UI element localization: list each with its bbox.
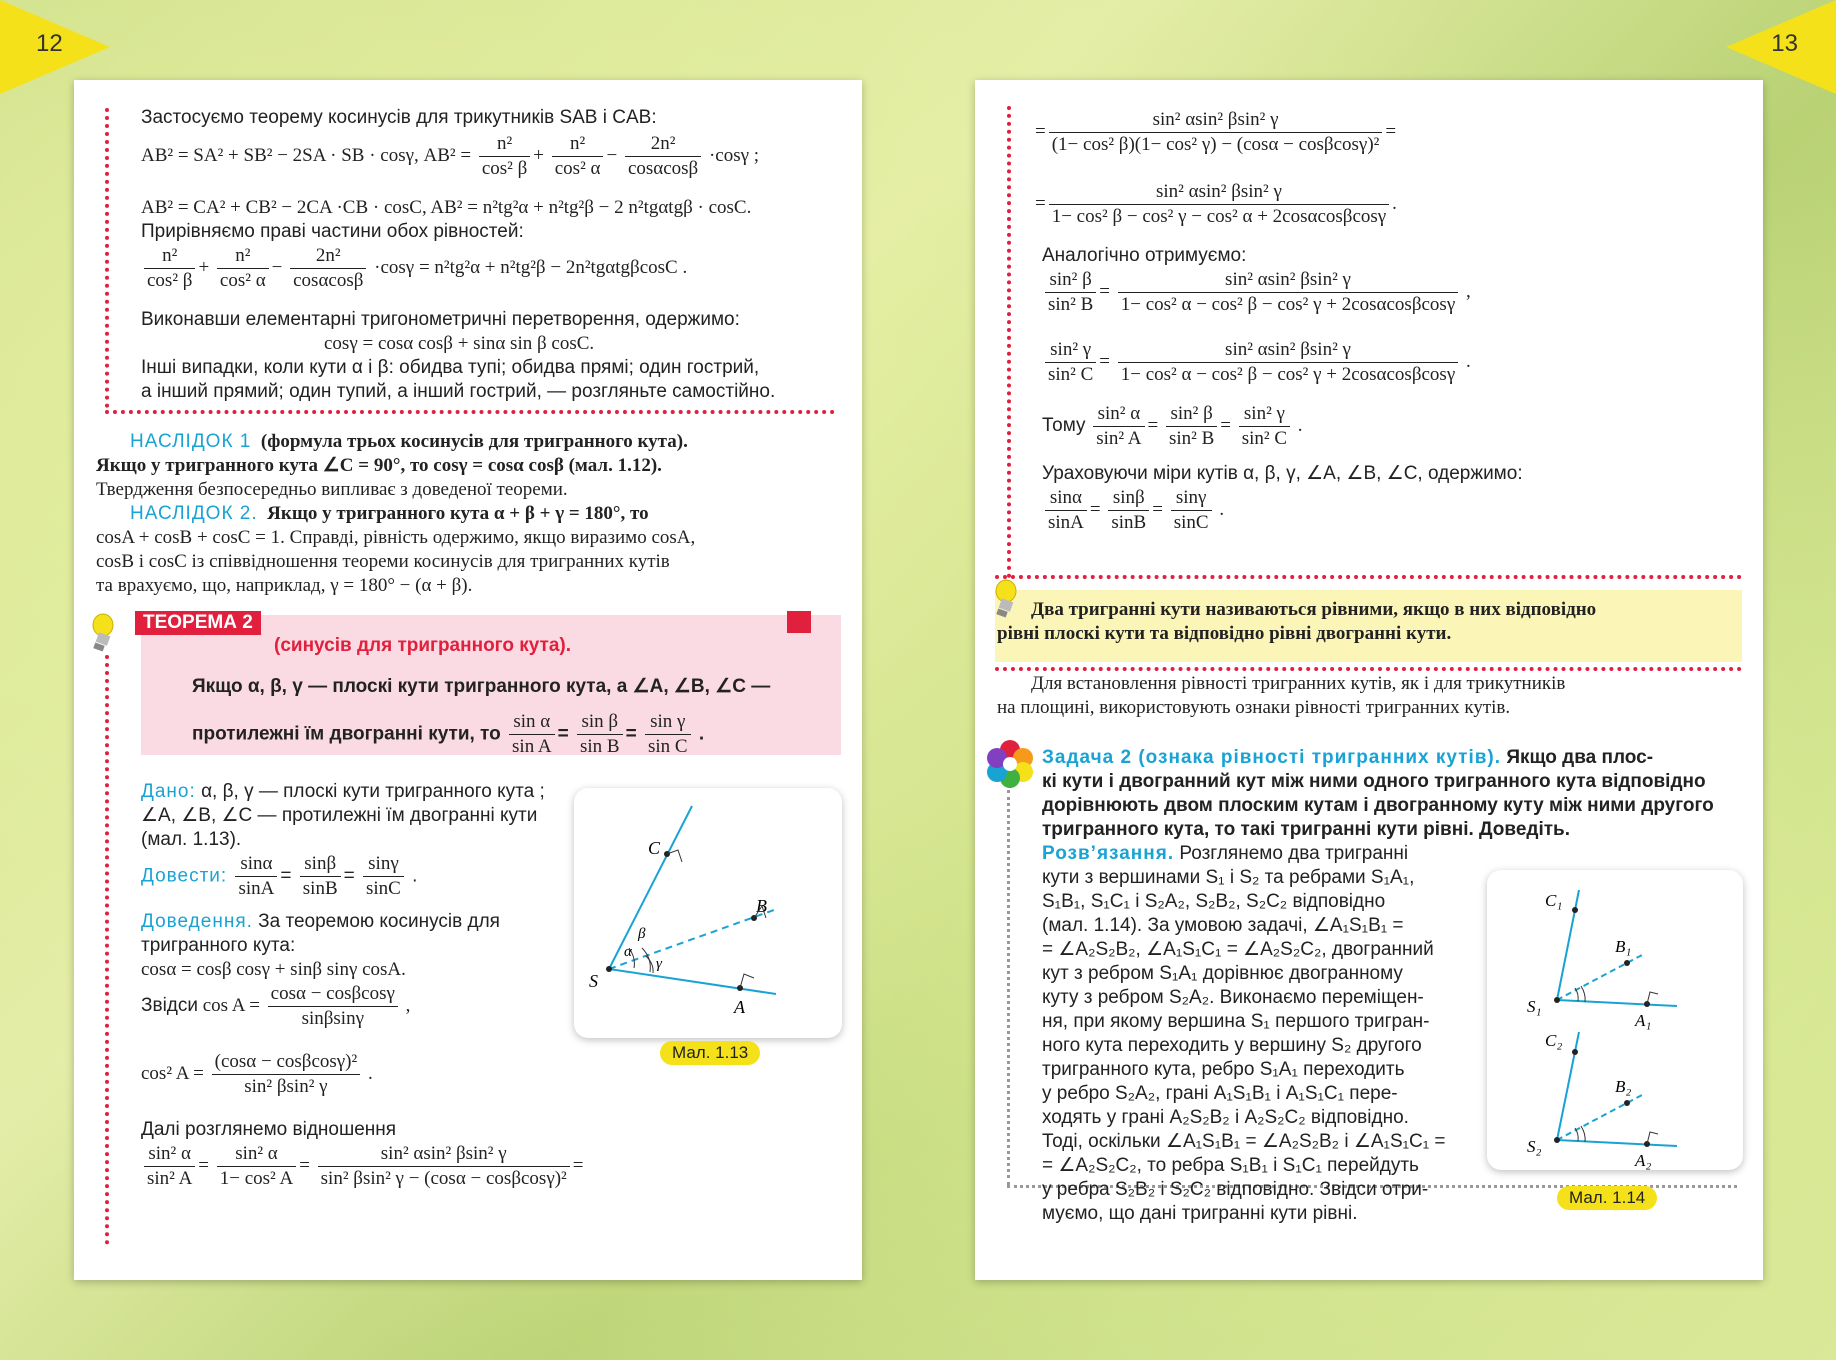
fraction <box>217 244 269 293</box>
solution-text: Розглянемо два тригранні <box>1179 843 1409 864</box>
task-label: Задача 2 (ознака рівності тригранних кутів). <box>1042 747 1502 768</box>
denominator: sinC <box>366 878 401 899</box>
numerator: cosα − cosβcosγ <box>268 982 398 1007</box>
corollary-2-line: cosA + cosB + cosC = 1. Справді, рівність одержимо, якщо виразимо cosA, <box>96 527 696 548</box>
fraction <box>1045 486 1087 535</box>
equation-r1: = $\frac{\text{sin² αsin² βsin² γ}}{\text{(1− cos² β)(1− cos² γ) − (cosα − cosβcosγ)²}}$ = <box>1035 109 1397 155</box>
angle-label-alpha: α <box>624 944 632 960</box>
fraction <box>290 244 366 293</box>
denominator: sin B <box>580 736 620 757</box>
fraction <box>625 132 701 181</box>
vertex-label-b2: B₂ <box>1615 1077 1632 1096</box>
solution-line: Тоді, оскільки ∠A₁S₁B₁ = ∠A₂S₂B₂ і ∠A₁S₁C₁ = <box>1042 1131 1446 1152</box>
vertex-label-c2: C₂ <box>1545 1031 1563 1050</box>
corollary-label: НАСЛІДОК 1 <box>130 431 252 452</box>
text-line: Аналогічно отримуємо: <box>1042 245 1247 266</box>
task-text: Якщо два плос- <box>1506 747 1654 768</box>
fraction <box>1166 402 1217 451</box>
numerator: sin² α <box>1093 402 1144 427</box>
denominator: sin² C <box>1241 428 1288 449</box>
definition-text: рівні плоскі кути та відповідно рівні двогранні кути. <box>997 623 1452 644</box>
solution-line: S₁B₁, S₁C₁ і S₂A₂, S₂B₂, S₂C₂ відповідно <box>1042 891 1386 912</box>
solution-line: ного кута переходить у вершину S₂ другого <box>1042 1035 1422 1056</box>
figure-caption: Мал. 1.13 <box>660 1041 760 1065</box>
numerator: sin² αsin² βsin² γ <box>1049 108 1383 133</box>
page-number-left: 12 <box>36 30 63 57</box>
denominator: sin² A <box>1096 428 1142 449</box>
vertex-label-c1: C₁ <box>1545 891 1563 910</box>
denominator: sin A <box>512 736 552 757</box>
numerator: sinβ <box>1108 486 1149 511</box>
numerator: sin² α <box>144 1142 195 1167</box>
fraction <box>1049 108 1383 157</box>
denominator: cos² α <box>554 158 601 179</box>
fraction <box>1045 338 1096 387</box>
figure-1-14 <box>1487 870 1743 1170</box>
vertex-label-a1: A₁ <box>1635 1011 1652 1030</box>
given-line <box>141 780 545 804</box>
theorem-text-part: протилежні їм двогранні кути, то <box>192 723 501 745</box>
fraction <box>235 852 277 901</box>
solution-line <box>1042 842 1408 866</box>
denominator: sin² C <box>1048 364 1094 385</box>
denominator: 1− cos² β − cos² γ − cos² α + 2cosαcosβcosγ <box>1051 206 1387 227</box>
equation-part: ·cosγ ; <box>708 144 760 166</box>
definition-bottom-dots <box>995 667 1742 671</box>
denominator: sinB <box>1111 512 1147 533</box>
fraction <box>479 132 530 181</box>
solution-line: кут з ребром S₁A₁ дорівнює двогранному <box>1042 963 1403 984</box>
numerator: sinβ <box>300 852 341 877</box>
trihedral-angle-diagram <box>574 788 842 1038</box>
numerator: sin² αsin² βsin² γ <box>1118 338 1458 363</box>
denominator: 1− cos² A <box>219 1168 294 1189</box>
denominator: sin² B <box>1048 294 1094 315</box>
corollary-label: НАСЛІДОК 2. <box>130 503 258 524</box>
figure-1-13 <box>574 788 842 1038</box>
fraction <box>577 710 623 759</box>
fraction <box>552 132 604 181</box>
numerator: sin² αsin² βsin² γ <box>1118 268 1458 293</box>
text-line: Інші випадки, коли кути α і β: обидва тупі; обидва прямі; один гострий, <box>141 357 760 378</box>
text-line: на площині, використовують ознаки рівності тригранних кутів. <box>997 697 1511 718</box>
fraction <box>212 1050 361 1099</box>
definition-text: Два тригранні кути називаються рівними, якщо в них відповідно <box>1031 599 1597 620</box>
numerator: n² <box>552 132 604 157</box>
vertex-label-b: B <box>756 896 767 916</box>
equation-lhs: cos² A = <box>141 1062 204 1084</box>
left-page <box>74 80 862 1280</box>
solution-label: Розв’язання. <box>1042 843 1175 864</box>
numerator: n² <box>144 244 195 269</box>
flower-icon <box>985 738 1035 788</box>
denominator: sin² A <box>147 1168 193 1189</box>
fraction <box>1108 486 1149 535</box>
fraction <box>144 1142 195 1191</box>
text-line: а інший прямий; один тупий, а інший гострий, — розгляньте самостійно. <box>141 381 776 402</box>
numerator: sinα <box>1045 486 1087 511</box>
equation-cos2A: cos² A = $\frac{\text{(cosα − cosβcosγ)²}}{\text{sin² βsin² γ}}$ . <box>141 1051 373 1097</box>
denominator: sin² βsin² γ <box>244 1076 328 1097</box>
text-line: Застосуємо теорему косинусів для трикутників SAB і CAB: <box>141 107 657 128</box>
proof-text: За теоремою косинусів для <box>258 911 500 932</box>
text-line: Далі розглянемо відношення <box>141 1119 397 1140</box>
equation-1: AB² = SA² + SB² − 2SA · SB · cosγ, AB² = $\frac{\text{n²}}{\text{cos² β}}$ + $\frac{\text{n²}}{\text{cos² α}}$ − $\frac{\text{2n²}}{\cos\alpha\cos\beta}$ ·cosγ ; <box>141 133 760 179</box>
fraction <box>1049 180 1389 229</box>
equation-r5: Тому $\frac{\text{sin² α}}{\text{sin² A}}$ = $\frac{\text{sin² β}}{\text{sin² B}}$ = $\frac{\text{sin² γ}}{\text{sin² C}}$ . <box>1042 403 1303 449</box>
whence-word: Звідси <box>141 994 198 1016</box>
task-line: дорівнюють двом плоским кутам і двогранному куту між ними другого <box>1042 795 1714 816</box>
numerator: sin² α <box>217 1142 296 1167</box>
numerator: n² <box>479 132 530 157</box>
proof-margin-dots <box>105 108 109 408</box>
proof-end-dots <box>105 410 835 414</box>
fraction <box>1171 486 1212 535</box>
given-line: (мал. 1.13). <box>141 829 242 850</box>
fraction <box>217 1142 296 1191</box>
corollary-text: Якщо у тригранного кута α + β + γ = 180°, то <box>267 503 649 524</box>
numerator: sinγ <box>1171 486 1212 511</box>
proof-line: тригранного кута: <box>141 935 296 956</box>
prove-label: Довести: <box>141 865 228 887</box>
theorem-text: протилежні їм двогранні кути, то $\frac{\text{sin α}}{\text{sin A}}$ = $\frac{\text{sin β}}{\text{sin B}}$ = $\frac{\text{sin γ}}{\text{sin C}}$ . <box>192 711 705 757</box>
solution-line: тригранного кута, ребро S₁A₁ переходить <box>1042 1059 1405 1080</box>
fraction <box>300 852 341 901</box>
fraction <box>363 852 404 901</box>
fraction <box>1118 338 1458 387</box>
task-line <box>1042 746 1653 770</box>
theorem-subtitle: (синусів для тригранного кута). <box>274 635 572 656</box>
proof-line <box>141 910 500 934</box>
equation-r6: $\frac{\sin\alpha}{\sin A}$ = $\frac{\sin\beta}{\sin B}$ = $\frac{\sin\gamma}{\sin C}$ . <box>1042 486 1224 535</box>
numerator: sin² γ <box>1239 402 1290 427</box>
corollary-2-line <box>130 502 649 526</box>
equation-r4: $\frac{\text{sin² γ}}{\text{sin² C}}$ = $\frac{\text{sin² αsin² βsin² γ}}{\text{1− cos² α − cos² β − cos² γ + 2cosαcosβcosγ}}$ . <box>1042 338 1471 387</box>
solution-line: ня, при якому вершина S₁ першого тригран- <box>1042 1011 1430 1032</box>
vertex-label-b1: B₁ <box>1615 937 1632 956</box>
solution-line: у ребро S₂A₂, грані A₁S₁B₁ і A₁S₁C₁ пере- <box>1042 1083 1398 1104</box>
numerator: sin γ <box>645 710 691 735</box>
denominator: sin C <box>647 736 688 757</box>
numerator: sin² αsin² βsin² γ <box>1049 180 1389 205</box>
corollary-1-line: Якщо у тригранного кута ∠C = 90°, то cosγ = cosα cosβ (мал. 1.12). <box>96 455 662 476</box>
numerator: sin² β <box>1045 268 1096 293</box>
numerator: n² <box>217 244 269 269</box>
denominator: 1− cos² α − cos² β − cos² γ + 2cosαcosβcosγ <box>1120 294 1456 315</box>
equation-2: AB² = CA² + CB² − 2CA ·CB · cosC, AB² = n²tg²α + n²tg²β − 2 n²tgαtgβ · cosC. <box>141 197 752 218</box>
numerator: sin β <box>577 710 623 735</box>
solution-line: ходять у грані A₂S₂B₂ і A₂S₂C₂ відповідно. <box>1042 1107 1409 1128</box>
solution-line: куту з ребром S₂A₂. Виконаємо переміщен- <box>1042 987 1424 1008</box>
denominator: sinB <box>302 878 338 899</box>
fraction <box>509 710 555 759</box>
vertex-label-a: A <box>734 997 745 1017</box>
equation-ratio: $\frac{\text{sin² α}}{\text{sin² A}}$ = $\frac{\text{sin² α}}{\text{1− cos² A}}$ = $\frac{\text{sin² αsin² βsin² γ}}{\text{sin² βsin² γ − (cosα − cosβcosγ)²}}$ = <box>141 1142 583 1191</box>
solution-line: = ∠A₂S₂C₂, то ребра S₁B₁ і S₁C₁ перейдуть <box>1042 1155 1419 1176</box>
vertex-label-s: S <box>589 971 598 991</box>
therefore-word: Тому <box>1042 414 1086 436</box>
denominator: sin² B <box>1168 428 1215 449</box>
corollary-text: (формула трьох косинусів для тригранного кута). <box>260 431 688 452</box>
equation-4: cosγ = cosα cosβ + sinα sin β cosC. <box>324 333 595 354</box>
numerator: 2n² <box>290 244 366 269</box>
numerator: 2n² <box>625 132 701 157</box>
equation-3: $\frac{\text{n²}}{\text{cos² β}}$ + $\frac{\text{n²}}{\text{cos² α}}$ − $\frac{\text{2n²}}{\cos\alpha\cos\beta}$ ·cosγ = n²tg²α + n²tg²β − 2n²tgαtgβcosC . <box>141 244 687 293</box>
text-line: Ураховуючи міри кутів α, β, γ, ∠A, ∠B, ∠C, одержимо: <box>1042 463 1523 484</box>
proof-margin-dots <box>105 655 109 1245</box>
numerator: sinα <box>235 852 277 877</box>
proof-margin-dots <box>1007 106 1011 626</box>
vertex-label-a2: A₂ <box>1635 1151 1652 1170</box>
corollary-1-line: Твердження безпосередньо випливає з доведеної теореми. <box>96 479 568 500</box>
vertex-label-c: C <box>648 838 661 858</box>
denominator: 1− cos² α − cos² β − cos² γ + 2cosαcosβcosγ <box>1120 364 1456 385</box>
denominator: sin² βsin² γ − (cosα − cosβcosγ)² <box>320 1168 567 1189</box>
solution-line: кути з вершинами S₁ і S₂ та ребрами S₁A₁, <box>1042 867 1415 888</box>
corollary-1-line <box>130 430 688 454</box>
denominator: sinA <box>238 878 275 899</box>
equation-r2: = $\frac{\text{sin² αsin² βsin² γ}}{\text{1− cos² β − cos² γ − cos² α + 2cosαcosβcosγ}}$ . <box>1035 181 1397 227</box>
corollary-2-line: cosB і cosC із співвідношення теореми косинусів для тригранних кутів <box>96 551 670 572</box>
solution-line: = ∠A₂S₂B₂, ∠A₁S₁C₁ = ∠A₂S₂C₂, двогранний <box>1042 939 1434 960</box>
text-line: Прирівняємо праві частини обох рівностей: <box>141 221 524 242</box>
angle-label-beta: β <box>638 926 646 942</box>
numerator: sinγ <box>363 852 404 877</box>
denominator: cosαcosβ <box>293 270 364 291</box>
angle-label-gamma: γ <box>656 956 662 972</box>
denominator: cosαcosβ <box>627 158 699 179</box>
definition-top-dots <box>995 575 1742 579</box>
numerator: (cosα − cosβcosγ)² <box>212 1050 361 1075</box>
denominator: sinβsinγ <box>301 1008 364 1029</box>
equation-lhs: cos A = <box>202 994 260 1016</box>
solution-margin-dots <box>1007 790 1010 1185</box>
theorem-label: ТЕОРЕМА 2 <box>135 611 261 635</box>
denominator: cos² β <box>481 158 528 179</box>
numerator: sin² γ <box>1045 338 1096 363</box>
proof-label: Доведення. <box>141 911 253 932</box>
numerator: sin² β <box>1166 402 1217 427</box>
two-trihedral-angles-diagram <box>1487 870 1743 1170</box>
numerator: sin α <box>509 710 555 735</box>
fraction <box>318 1142 570 1191</box>
fraction <box>1045 268 1096 317</box>
given-line: ∠A, ∠B, ∠C — протилежні їм двогранні кути <box>141 805 538 826</box>
text-line: Для встановлення рівності тригранних кутів, як і для трикутників <box>1031 673 1566 694</box>
equation-part: AB² = SA² + SB² − 2SA · SB · cosγ, AB² = <box>141 144 472 166</box>
given-text: α, β, γ — плоскі кути тригранного кута ; <box>201 781 545 802</box>
proof-line: cosα = cosβ cosγ + sinβ sinγ cosA. <box>141 959 406 980</box>
equation-r3: $\frac{\text{sin² β}}{\text{sin² B}}$ = $\frac{\text{sin² αsin² βsin² γ}}{\text{1− cos² α − cos² β − cos² γ + 2cosαcosβcosγ}}$ , <box>1042 268 1471 317</box>
denominator: cos² α <box>219 270 266 291</box>
numerator: sin² αsin² βsin² γ <box>318 1142 570 1167</box>
theorem-corner-square <box>787 611 811 633</box>
solution-line: муємо, що дані тригранні кути рівні. <box>1042 1203 1358 1224</box>
denominator: (1− cos² β)(1− cos² γ) − (cosα − cosβcosγ)² <box>1051 134 1380 155</box>
theorem-text: Якщо α, β, γ — плоскі кути тригранного кута, а ∠A, ∠B, ∠C — <box>192 676 771 697</box>
fraction <box>144 244 195 293</box>
task-line: кі кути і двогранний кут між ними одного тригранного кута відповідно <box>1042 771 1706 792</box>
fraction <box>1239 402 1290 451</box>
vertex-label-s1: S₁ <box>1527 997 1542 1016</box>
corollary-2-line: та врахуємо, що, наприклад, γ = 180° − (α + β). <box>96 575 473 596</box>
prove-line: Довести: $\frac{\sin\alpha}{\sin A}$ = $\frac{\sin\beta}{\sin B}$ = $\frac{\sin\gamma}{\sin C}$ . <box>141 853 418 899</box>
solution-line: у ребра S₂B₂ і S₂C₂ відповідно. Звідси отри- <box>1042 1179 1429 1200</box>
equation-cosA: Звідси cos A = $\frac{\cos\alpha - \cos\beta\cos\gamma}{\sin\beta\sin\gamma}$ , <box>141 983 411 1029</box>
denominator: cos² β <box>147 270 193 291</box>
lightbulb-icon <box>86 612 116 654</box>
task-line: тригранного кута, то такі тригранні кути рівні. Доведіть. <box>1042 819 1571 840</box>
lightbulb-icon <box>989 578 1019 620</box>
solution-line: (мал. 1.14). За умовою задачі, ∠A₁S₁B₁ = <box>1042 915 1404 936</box>
equation-part: ·cosγ = n²tg²α + n²tg²β − 2n²tgαtgβcosC . <box>374 256 688 278</box>
fraction <box>645 710 691 759</box>
fraction <box>268 982 398 1031</box>
denominator: sinC <box>1173 512 1209 533</box>
denominator: sinA <box>1048 512 1084 533</box>
right-page <box>975 80 1763 1280</box>
vertex-label-s2: S₂ <box>1527 1137 1542 1156</box>
figure-caption: Мал. 1.14 <box>1557 1186 1657 1210</box>
fraction <box>1118 268 1458 317</box>
fraction <box>1093 402 1144 451</box>
page-number-right: 13 <box>1771 30 1798 57</box>
text-line: Виконавши елементарні тригонометричні перетворення, одержимо: <box>141 309 740 330</box>
given-label: Дано: <box>141 781 196 802</box>
